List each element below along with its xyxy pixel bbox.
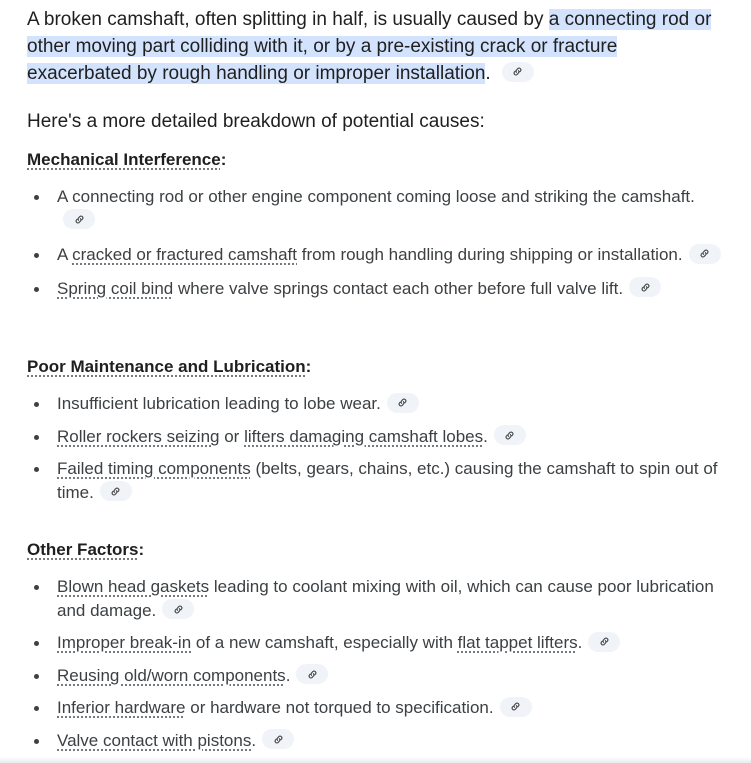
breakdown-subheading: Here's a more detailed breakdown of potential causes: — [27, 111, 485, 132]
link-chip[interactable] — [63, 209, 95, 229]
link-icon — [273, 734, 284, 745]
link-icon — [510, 701, 521, 712]
link-icon — [599, 636, 610, 647]
link-chip[interactable] — [500, 697, 532, 717]
link-chip[interactable] — [502, 62, 534, 82]
intro-text: A broken camshaft, often splitting in half, is usually caused by — [27, 9, 549, 30]
list-item: A connecting rod or other engine component coming loose and striking the camshaft. — [0, 185, 751, 232]
link-icon — [640, 282, 651, 293]
list-item: A cracked or fractured camshaft from rough handling during shipping or installation. — [0, 243, 751, 267]
list-item: Valve contact with pistons. — [0, 729, 751, 753]
list-item: Blown head gaskets leading to coolant mixing with oil, which can cause poor lubrication and damage. — [0, 575, 751, 622]
section-heading: Poor Maintenance and Lubrication: — [27, 357, 312, 376]
link-chip[interactable] — [262, 729, 294, 749]
list-item: Improper break-in of a new camshaft, especially with flat tappet lifters. — [0, 631, 751, 655]
link-icon — [110, 486, 121, 497]
bottom-edge — [0, 757, 751, 763]
inline-link[interactable]: Valve contact with pistons — [57, 730, 252, 750]
link-icon — [504, 430, 515, 441]
list-item: Failed timing components (belts, gears, chains, etc.) causing the camshaft to spin out of time. — [0, 457, 751, 504]
cause-list — [0, 575, 751, 752]
list-item: Spring coil bind where valve springs contact each other before full valve lift. — [0, 277, 751, 301]
link-chip[interactable] — [588, 632, 620, 652]
inline-link[interactable]: Roller rockers seizing — [57, 426, 220, 446]
link-chip[interactable] — [629, 277, 661, 297]
inline-link[interactable]: Reusing old/worn components — [57, 665, 286, 685]
inline-link[interactable]: lifters damaging camshaft lobes — [244, 426, 484, 446]
list-item: Roller rockers seizing or lifters damaging camshaft lobes. — [0, 425, 751, 449]
cause-list — [0, 185, 751, 300]
intro-paragraph — [27, 6, 717, 87]
section-heading: Mechanical Interference: — [27, 150, 227, 169]
link-icon — [307, 669, 318, 680]
inline-link[interactable]: flat tappet lifters — [457, 633, 578, 652]
link-chip[interactable] — [296, 664, 328, 684]
link-chip[interactable] — [162, 599, 194, 619]
inline-link[interactable]: cracked or fractured camshaft — [72, 245, 297, 264]
section-heading: Other Factors: — [27, 540, 145, 559]
list-item: Insufficient lubrication leading to lobe wear. — [0, 392, 751, 416]
intro-end: . — [485, 63, 491, 84]
link-icon — [397, 397, 408, 408]
link-icon — [699, 248, 710, 259]
cause-list — [0, 392, 751, 504]
link-icon — [74, 214, 85, 225]
list-item: Inferior hardware or hardware not torqued to specification. — [0, 696, 751, 720]
inline-link[interactable]: Inferior hardware — [57, 698, 186, 717]
link-icon — [173, 604, 184, 615]
inline-link[interactable]: Failed timing components — [57, 459, 251, 478]
link-chip[interactable] — [494, 425, 526, 445]
inline-link[interactable]: Improper break-in — [57, 633, 192, 652]
link-chip[interactable] — [100, 481, 132, 501]
link-chip[interactable] — [689, 244, 721, 264]
list-item: Reusing old/worn components. — [0, 664, 751, 688]
intro-highlight: a connecting rod or other moving part colliding with it, or by a pre-existing crack or fracture exacerbated by rough handling or improper installation — [27, 9, 712, 84]
inline-link[interactable]: Spring coil bind — [57, 278, 174, 298]
link-chip[interactable] — [387, 393, 419, 413]
inline-link[interactable]: Blown head gaskets — [57, 577, 210, 596]
link-icon — [512, 66, 523, 77]
